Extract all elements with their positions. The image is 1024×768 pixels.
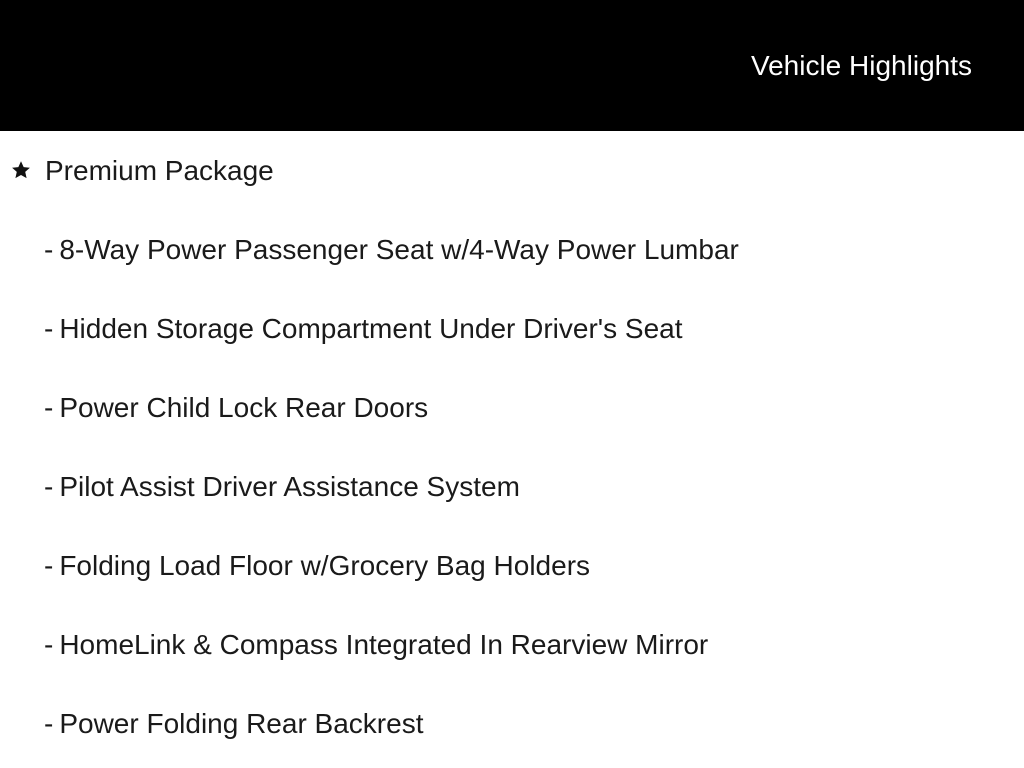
feature-text: Power Child Lock Rear Doors bbox=[59, 392, 429, 423]
feature-item: - Power Child Lock Rear Doors bbox=[44, 392, 429, 423]
highlights-content bbox=[0, 131, 1024, 768]
package-row bbox=[0, 151, 1024, 191]
feature-item: - Pilot Assist Driver Assistance System bbox=[44, 471, 520, 502]
package-label: Premium Package bbox=[45, 155, 274, 186]
feature-text: 8-Way Power Passenger Seat w/4-Way Power Lumbar bbox=[59, 234, 739, 265]
feature-item: - Hidden Storage Compartment Under Driver's Seat bbox=[44, 313, 683, 344]
header-bar bbox=[0, 0, 1024, 131]
feature-text: Folding Load Floor w/Grocery Bag Holders bbox=[59, 550, 591, 581]
feature-item: - HomeLink & Compass Integrated In Rearview Mirror bbox=[44, 629, 709, 660]
feature-item: - Power Folding Rear Backrest bbox=[44, 708, 424, 739]
feature-text: Pilot Assist Driver Assistance System bbox=[59, 471, 520, 502]
feature-text: HomeLink & Compass Integrated In Rearview Mirror bbox=[59, 629, 709, 660]
star-icon bbox=[10, 159, 32, 181]
feature-text: Hidden Storage Compartment Under Driver's Seat bbox=[59, 313, 683, 344]
feature-text: Power Folding Rear Backrest bbox=[59, 708, 424, 739]
feature-item: - 8-Way Power Passenger Seat w/4-Way Power Lumbar bbox=[44, 234, 739, 265]
feature-item: - Folding Load Floor w/Grocery Bag Holders bbox=[44, 550, 591, 581]
header-title: Vehicle Highlights bbox=[750, 50, 972, 81]
